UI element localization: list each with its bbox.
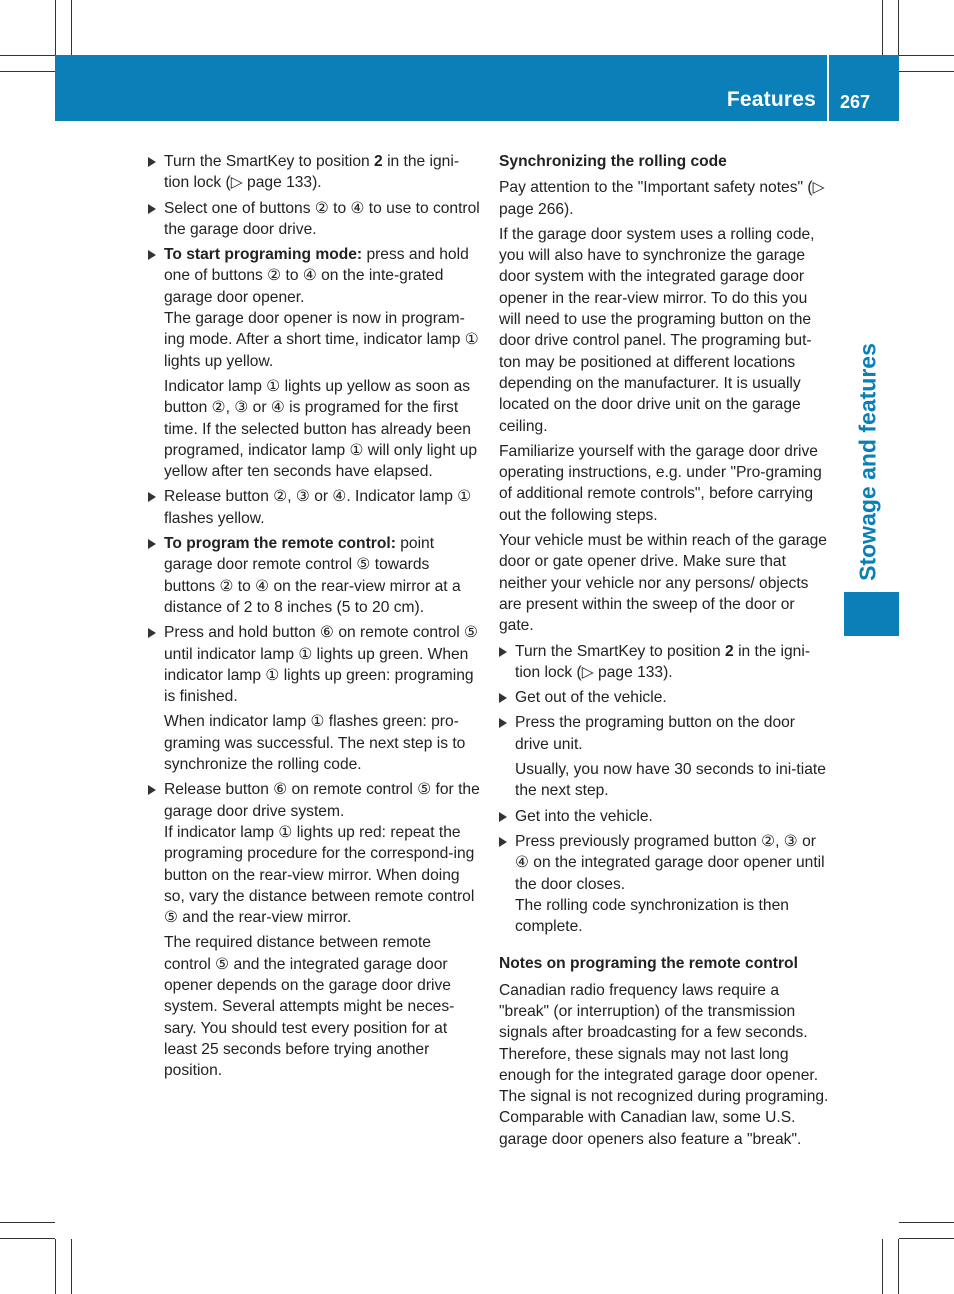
step-note: The required distance between remote control ⑤ and the integrated garage door opener depends on the garage door drive system. Several attempts might be neces-sary. You should test every position for at least 25 seconds before trying another position. bbox=[164, 934, 455, 1080]
right-column bbox=[499, 151, 832, 1154]
step-arrow-icon bbox=[499, 647, 507, 657]
crop-mark bbox=[898, 0, 899, 55]
step-note: Usually, you now have 30 seconds to ini-tiate the next step. bbox=[515, 761, 826, 800]
programming-step bbox=[148, 198, 480, 241]
programming-step bbox=[148, 533, 480, 618]
side-tab-label: Stowage and features bbox=[854, 343, 881, 581]
programming-step bbox=[148, 151, 480, 194]
programming-step bbox=[148, 486, 480, 529]
crop-mark bbox=[71, 0, 72, 55]
header-bar bbox=[55, 55, 899, 121]
step-text: Get into the vehicle. bbox=[515, 807, 653, 825]
step-text: To start programing mode: press and hold one of buttons ② to ④ on the inte-grated garage door opener. The garage door opener is now in program-ing mode. After a short time, indicator lamp ① lights up yellow. bbox=[164, 246, 479, 370]
header-divider bbox=[827, 55, 829, 121]
crop-mark bbox=[899, 1222, 954, 1223]
sync-paragraph: Your vehicle must be within reach of the garage door or gate opener drive. Make sure that neither your vehicle nor any persons/ objects are present within the sweep of the door or gate. bbox=[499, 532, 827, 635]
programming-step bbox=[148, 244, 480, 482]
step-arrow-icon bbox=[499, 718, 507, 728]
crop-mark bbox=[882, 1239, 883, 1294]
sync-heading: Synchronizing the rolling code bbox=[499, 153, 727, 170]
notes-paragraph: Canadian radio frequency laws require a "break" (or interruption) of the transmission signals after broadcasting for a few seconds. Therefore, these signals may not last long enough for the integrated garage door opener. The signal is not recognized during programing. Comparable with Canadian law, some U.S. garage door openers also feature a "break". bbox=[499, 981, 829, 1148]
step-text: Turn the SmartKey to position 2 in the igni-tion lock (▷ page 133). bbox=[164, 153, 460, 192]
section-title: Features bbox=[726, 88, 816, 111]
notes-heading: Notes on programing the remote control bbox=[499, 955, 798, 973]
sync-step bbox=[499, 712, 832, 801]
step-text: Get out of the vehicle. bbox=[515, 689, 667, 707]
crop-mark bbox=[898, 1239, 899, 1294]
crop-mark bbox=[55, 0, 56, 55]
sync-paragraphs bbox=[499, 177, 832, 636]
programming-step bbox=[148, 622, 480, 775]
step-text: Turn the SmartKey to position 2 in the igni-tion lock (▷ page 133). bbox=[515, 642, 811, 681]
step-arrow-icon bbox=[148, 204, 156, 214]
step-text: Press the programing button on the door drive unit. bbox=[515, 714, 795, 753]
step-text: To program the remote control: point garage door remote control ⑤ towards buttons ② to ④ on the rear-view mirror at a distance of 2 to 8 inches (5 to 20 cm). bbox=[164, 535, 461, 616]
step-arrow-icon bbox=[499, 837, 507, 847]
crop-mark bbox=[0, 55, 55, 56]
step-text: Press previously programed button ②, ③ or ④ on the integrated garage door opener until the door closes. The rolling code synchronization is then complete. bbox=[515, 832, 825, 936]
sync-steps bbox=[499, 641, 832, 938]
step-arrow-icon bbox=[148, 539, 156, 549]
page-number: 267 bbox=[840, 92, 871, 112]
left-column bbox=[148, 151, 480, 1085]
crop-mark bbox=[899, 71, 954, 72]
step-arrow-icon bbox=[148, 492, 156, 502]
crop-mark bbox=[0, 1238, 55, 1239]
sync-step bbox=[499, 806, 832, 827]
sync-step bbox=[499, 831, 832, 937]
step-note: When indicator lamp ① flashes green: pro-graming was successful. The next step is to synchronize the rolling code. bbox=[164, 713, 466, 774]
sync-paragraph: Familiarize yourself with the garage door drive operating instructions, e.g. under "Pro-graming of additional remote controls", before carrying out the following steps. bbox=[499, 442, 822, 524]
sync-paragraph: If the garage door system uses a rolling code, you will also have to synchronize the garage door system with the integrated garage door opener in the rear-view mirror. To do this you will need to use the programing button on the door drive control panel. The programing but-ton may be positioned at different locations depending on the manufacturer. It is usually located on the door drive unit on the garage ceiling. bbox=[499, 225, 815, 435]
step-text: Select one of buttons ② to ④ to use to control the garage door drive. bbox=[164, 199, 480, 238]
step-arrow-icon bbox=[499, 812, 507, 822]
step-note: Indicator lamp ① lights up yellow as soon as button ②, ③ or ④ is programed for the first time. If the selected button has already been programed, indicator lamp ① will only light up yellow after ten seconds have elapsed. bbox=[164, 377, 478, 481]
programming-step bbox=[148, 779, 480, 1081]
crop-mark bbox=[899, 55, 954, 56]
crop-mark bbox=[71, 1239, 72, 1294]
side-tab-marker bbox=[844, 592, 899, 636]
sync-step bbox=[499, 641, 832, 684]
step-text: Release button ②, ③ or ④. Indicator lamp ① flashes yellow. bbox=[164, 488, 472, 527]
crop-mark bbox=[899, 1238, 954, 1239]
crop-mark bbox=[0, 71, 55, 72]
crop-mark bbox=[0, 1222, 55, 1223]
step-arrow-icon bbox=[148, 785, 156, 795]
step-arrow-icon bbox=[499, 693, 507, 703]
sync-paragraph: Pay attention to the "Important safety notes" (▷ page 266). bbox=[499, 179, 825, 218]
step-arrow-icon bbox=[148, 250, 156, 260]
step-arrow-icon bbox=[148, 157, 156, 167]
sync-step bbox=[499, 687, 832, 708]
crop-mark bbox=[882, 0, 883, 55]
step-text: Release button ⑥ on remote control ⑤ for the garage door drive system. If indicator lamp ① lights up red: repeat the programing procedure for the correspond-ing button on the rear-view mirror. When doing so, vary the distance between remote control ⑤ and the rear-view mirror. bbox=[164, 781, 480, 927]
step-arrow-icon bbox=[148, 628, 156, 638]
crop-mark bbox=[55, 1239, 56, 1294]
step-text: Press and hold button ⑥ on remote control ⑤ until indicator lamp ① lights up green. When indicator lamp ① lights up green: programing is finished. bbox=[164, 624, 479, 706]
